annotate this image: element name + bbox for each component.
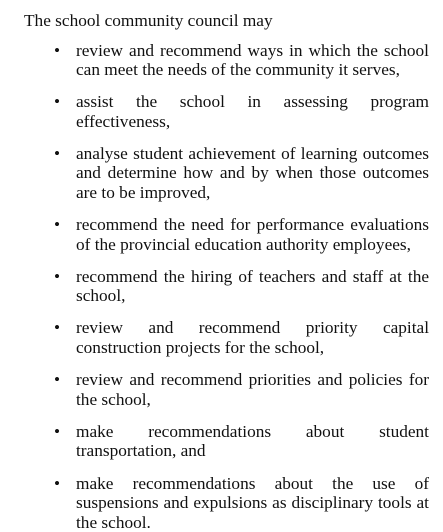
list-item	[24, 318, 429, 357]
bullet-icon: •	[52, 370, 62, 390]
council-powers-list	[24, 41, 429, 532]
list-item-text: review and recommend priorities and policies for the school,	[76, 370, 429, 409]
bullet-icon: •	[52, 318, 62, 338]
list-item-text: review and recommend priority capital construction projects for the school,	[76, 318, 429, 357]
list-item	[24, 422, 429, 461]
bullet-icon: •	[52, 144, 62, 164]
bullet-icon: •	[52, 92, 62, 112]
list-item	[24, 474, 429, 532]
list-item-text: review and recommend ways in which the school can meet the needs of the community it serves,	[76, 41, 429, 80]
list-item-text: recommend the hiring of teachers and staff at the school,	[76, 267, 429, 306]
list-item	[24, 92, 429, 131]
bullet-icon: •	[52, 474, 62, 494]
list-item	[24, 215, 429, 254]
bullet-icon: •	[52, 41, 62, 61]
list-item	[24, 41, 429, 80]
list-item-text: assist the school in assessing program effectiveness,	[76, 92, 429, 131]
list-item	[24, 370, 429, 409]
list-item	[24, 144, 429, 203]
bullet-icon: •	[52, 215, 62, 235]
list-item-text: make recommendations about student transportation, and	[76, 422, 429, 461]
intro-text: The school community council may	[24, 11, 429, 31]
list-item-text: analyse student achievement of learning outcomes and determine how and by when those outcomes are to be improved,	[76, 144, 429, 202]
list-item-text: make recommendations about the use of suspensions and expulsions as disciplinary tools at the school.	[76, 474, 429, 532]
bullet-icon: •	[52, 422, 62, 442]
bullet-icon: •	[52, 267, 62, 287]
list-item-text: recommend the need for performance evaluations of the provincial education authority employees,	[76, 215, 429, 254]
list-item	[24, 267, 429, 306]
